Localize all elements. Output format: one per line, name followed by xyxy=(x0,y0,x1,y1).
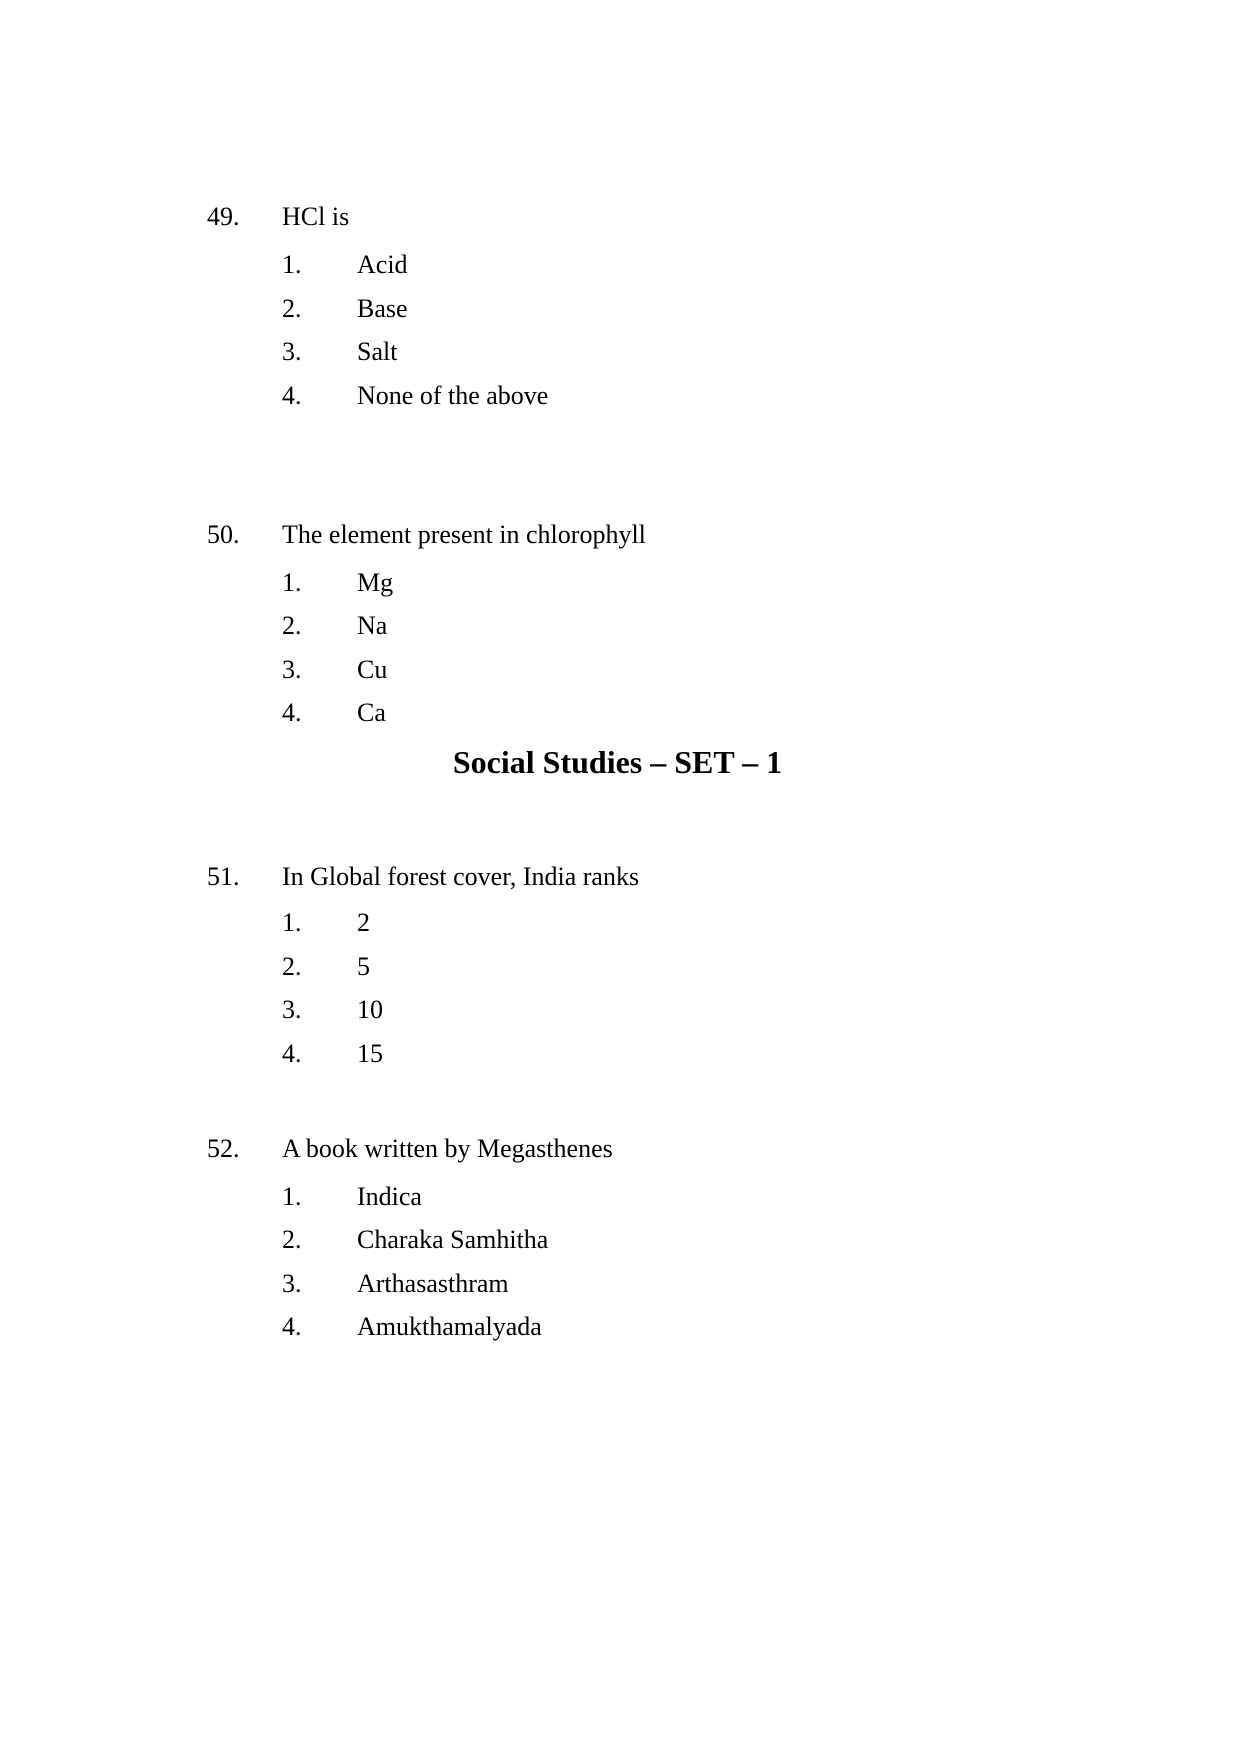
option-text: Ca xyxy=(357,698,386,727)
option-number: 2. xyxy=(282,611,302,640)
option-2 xyxy=(0,606,1241,646)
option-text: None of the above xyxy=(357,381,549,410)
question-number: 52. xyxy=(207,1134,240,1163)
option-4 xyxy=(0,1307,1241,1347)
option-number: 4. xyxy=(282,1039,302,1068)
option-text: Base xyxy=(357,294,408,323)
option-number: 3. xyxy=(282,655,302,684)
option-text: Salt xyxy=(357,337,398,366)
option-number: 2. xyxy=(282,294,302,323)
option-number: 2. xyxy=(282,1225,302,1254)
question-stem xyxy=(0,197,1241,237)
option-4 xyxy=(0,376,1241,416)
option-2 xyxy=(0,947,1241,987)
question-text: The element present in chlorophyll xyxy=(282,520,646,549)
option-1 xyxy=(0,1177,1241,1217)
option-3 xyxy=(0,1264,1241,1304)
option-1 xyxy=(0,245,1241,285)
option-number: 1. xyxy=(282,250,302,279)
option-text: 15 xyxy=(357,1039,383,1068)
option-text: Na xyxy=(357,611,388,640)
option-text: Acid xyxy=(357,250,408,279)
question-number: 51. xyxy=(207,862,240,891)
option-number: 3. xyxy=(282,995,302,1024)
question-number: 49. xyxy=(207,202,240,231)
option-3 xyxy=(0,990,1241,1030)
option-number: 1. xyxy=(282,1182,302,1211)
question-number: 50. xyxy=(207,520,240,549)
option-3 xyxy=(0,332,1241,372)
option-number: 3. xyxy=(282,1269,302,1298)
question-stem xyxy=(0,1129,1241,1169)
option-1 xyxy=(0,903,1241,943)
question-text: HCl is xyxy=(282,202,350,231)
option-text: Amukthamalyada xyxy=(357,1312,542,1341)
question-stem xyxy=(0,515,1241,555)
option-text: Charaka Samhitha xyxy=(357,1225,549,1254)
option-number: 1. xyxy=(282,908,302,937)
question-stem xyxy=(0,857,1241,897)
option-number: 2. xyxy=(282,952,302,981)
option-3 xyxy=(0,650,1241,690)
question-text: A book written by Megasthenes xyxy=(282,1134,613,1163)
option-text: Indica xyxy=(357,1182,422,1211)
option-text: Arthasasthram xyxy=(357,1269,509,1298)
option-2 xyxy=(0,289,1241,329)
section-heading xyxy=(0,740,1241,784)
option-text: 2 xyxy=(357,908,370,937)
option-number: 4. xyxy=(282,698,302,727)
option-2 xyxy=(0,1220,1241,1260)
option-4 xyxy=(0,1034,1241,1074)
option-number: 4. xyxy=(282,381,302,410)
section-heading-text: Social Studies – SET – 1 xyxy=(452,744,783,780)
option-text: 5 xyxy=(357,952,370,981)
question-text: In Global forest cover, India ranks xyxy=(282,862,640,891)
option-text: 10 xyxy=(357,995,383,1024)
option-number: 1. xyxy=(282,568,302,597)
option-1 xyxy=(0,563,1241,603)
option-4 xyxy=(0,693,1241,733)
option-number: 3. xyxy=(282,337,302,366)
option-number: 4. xyxy=(282,1312,302,1341)
option-text: Cu xyxy=(357,655,388,684)
option-text: Mg xyxy=(357,568,394,597)
